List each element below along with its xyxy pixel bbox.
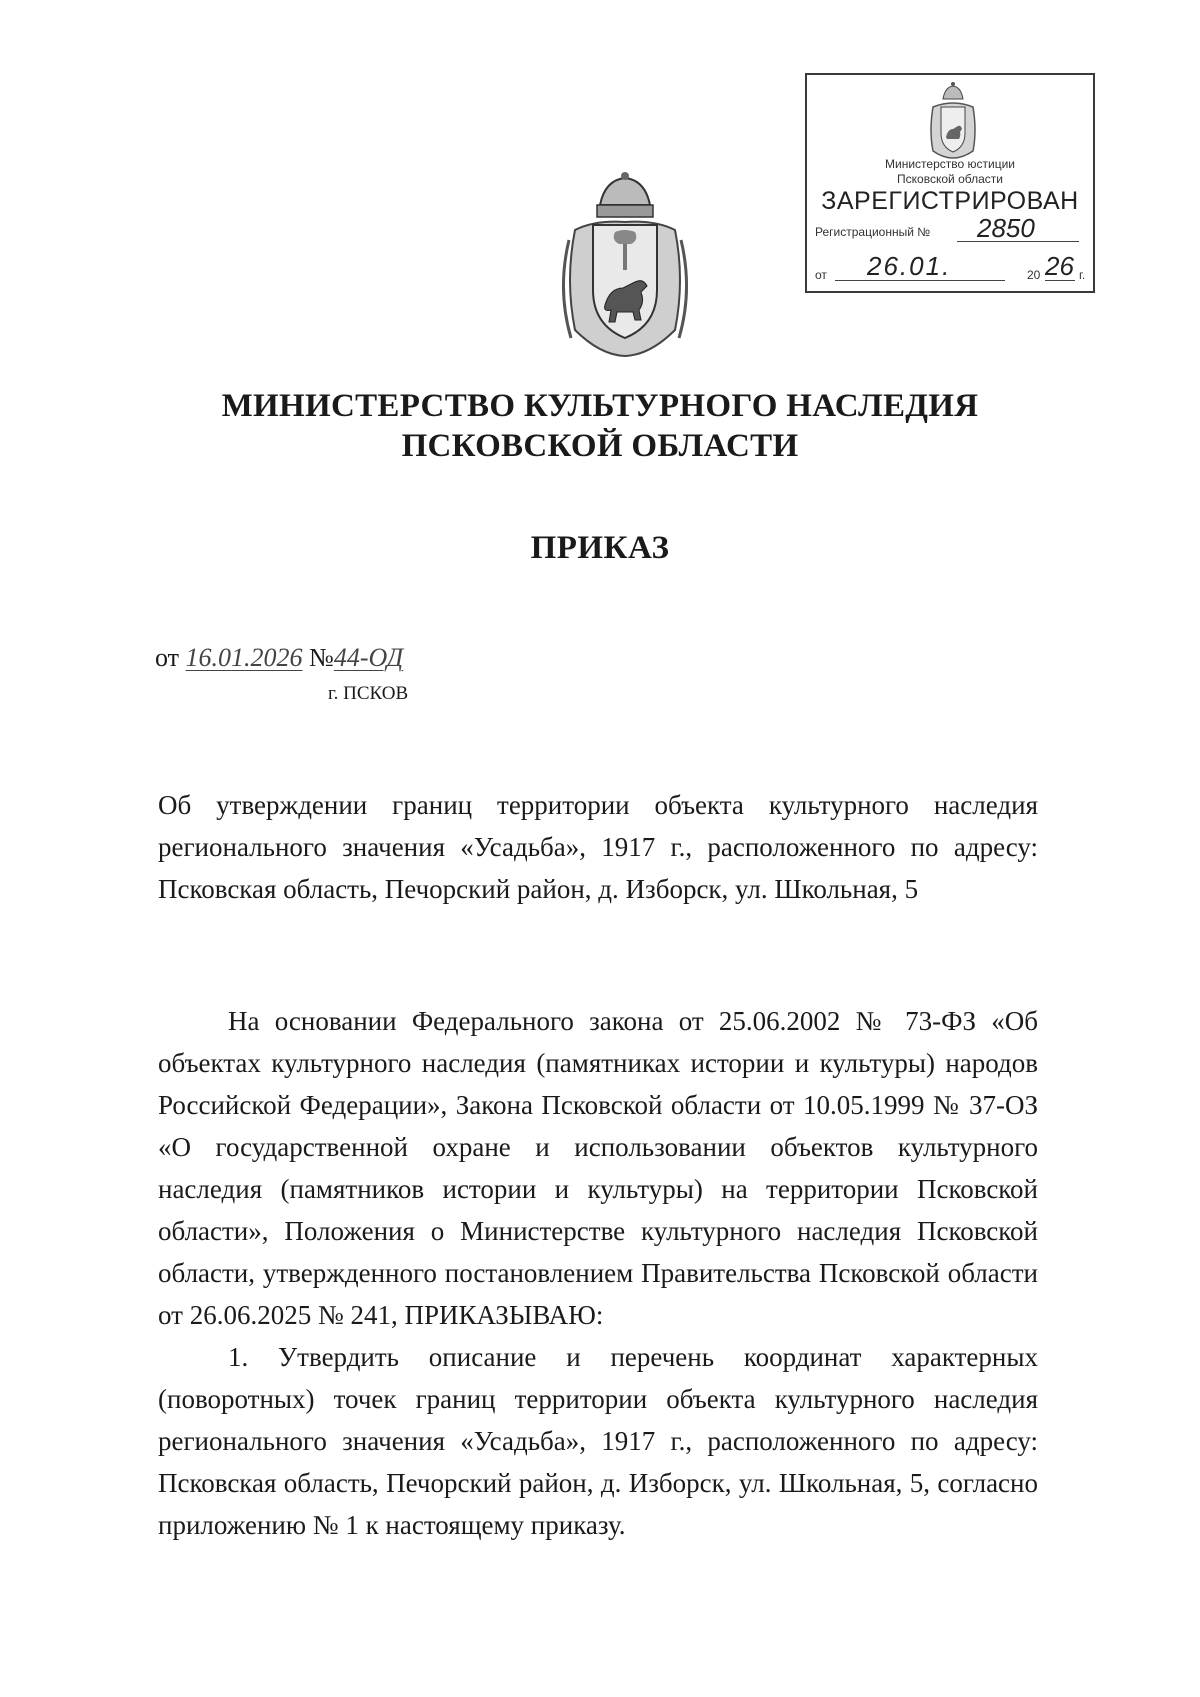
order-date-number xyxy=(155,643,403,673)
order-subject: Об утверждении границ территории объекта культурного наследия регионального значения «Усадьба», 1917 г., расположенного по адресу: Псковская область, Печорский район, д. Изборск, ул. Школьная, 5 xyxy=(158,790,1038,904)
stamp-year-underline xyxy=(1045,280,1075,281)
order-city: г. ПСКОВ xyxy=(328,683,409,704)
stamp-year-prefix: 20 xyxy=(1027,268,1041,282)
stamp-date-value: 26.01. xyxy=(867,251,952,281)
stamp-number-underline xyxy=(957,241,1079,242)
order-date-value: 16.01.2026 xyxy=(185,643,303,672)
order-item-1: 1. Утвердить описание и перечень координат характерных (поворотных) точек границ территории объекта культурного наследия регионального значения «Усадьба», 1917 г., расположенного по адресу: Псковская область, Печорский район, д. Изборск, ул. Школьная, 5, согласно приложению № 1 к настоящему приказу. xyxy=(158,1342,1038,1540)
ministry-heading xyxy=(150,386,1050,466)
stamp-emblem-icon xyxy=(925,81,981,159)
stamp-title: ЗАРЕГИСТРИРОВАН xyxy=(821,187,1079,215)
stamp-date-prefix: от xyxy=(815,268,827,282)
stamp-year-value: 26 xyxy=(1045,251,1074,281)
order-body xyxy=(158,1000,1038,1546)
stamp-reg-label: Регистрационный № xyxy=(815,225,931,239)
stamp-date-underline xyxy=(835,280,1005,281)
order-number-value: 44-ОД xyxy=(333,643,404,672)
registration-stamp xyxy=(805,73,1095,293)
stamp-authority-line2: Псковской области xyxy=(897,172,1003,186)
stamp-reg-number: 2850 xyxy=(977,213,1035,243)
ministry-heading-line1: МИНИСТЕРСТВО КУЛЬТУРНОГО НАСЛЕДИЯ xyxy=(221,388,979,424)
order-date-prefix: от xyxy=(155,643,180,672)
coat-of-arms-icon xyxy=(555,170,695,360)
stamp-year-suffix: г. xyxy=(1079,268,1086,282)
stamp-authority-line1: Министерство юстиции xyxy=(885,157,1015,171)
order-number-prefix: № xyxy=(309,643,334,672)
order-preamble: На основании Федерального закона от 25.06.2002 № 73-ФЗ «Об объектах культурного наследия (памятниках истории и культуры) народов Российской Федерации», Закона Псковской области от 10.05.1999 № 37-ОЗ «О государственной охране и использовании объектов культурного наследия (памятников истории и культуры) на территории Псковской области», Положения о Министерстве культурного наследия Псковской области, утвержденного постановлением Правительства Псковской области от 26.06.2025 № 241, ПРИКАЗЫВАЮ: xyxy=(158,1006,1038,1330)
ministry-heading-line2: ПСКОВСКОЙ ОБЛАСТИ xyxy=(401,428,799,464)
document-type-title: ПРИКАЗ xyxy=(530,530,670,566)
